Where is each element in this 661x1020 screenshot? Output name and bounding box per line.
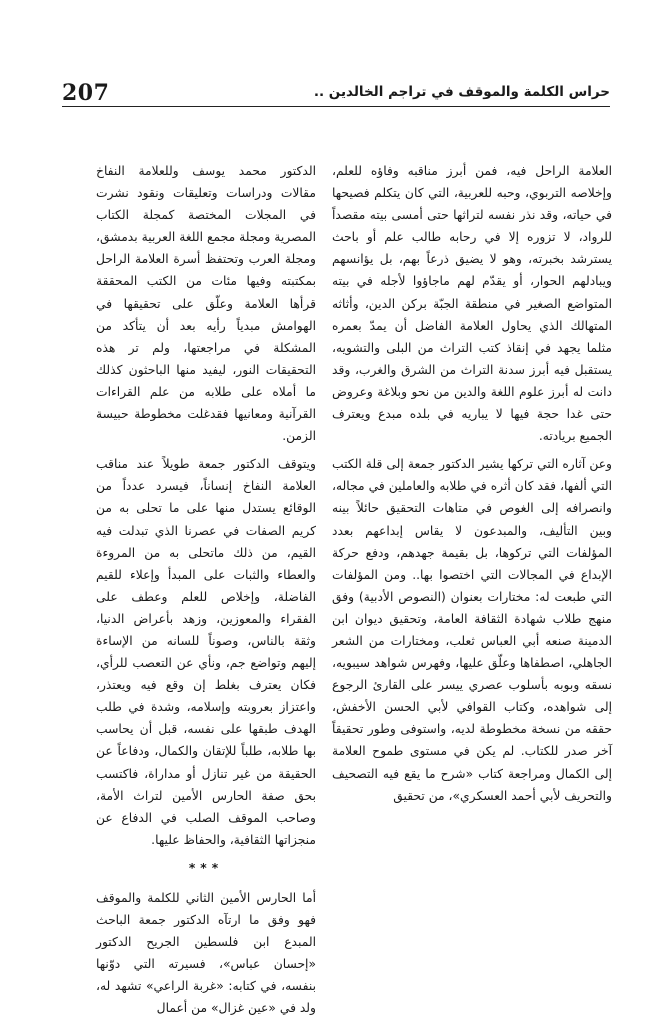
left-column	[96, 160, 316, 1020]
paragraph: العلامة الراحل فيه، فمن أبرز مناقبه وفاؤه للعلم، وإخلاصه التربوي، وحبه للعربية، التي كان يتكلم فصيحها في حياته، وقد نذر نفسه لتراثها حتى أمسى بيته مقصداً للرواد، لا تزوره إلا في رحابه طالب علم أو باحث يسترشد بخبرته، وهو لا يضيق ذرعاً بهم، بل يؤانسهم ويبادلهم الحوار، أو يقدّم لهم ماجاؤوا لأجله في بيته المتواضع الصغير في منطقة الجبّة بركن الدين، وأثاثه المتهالك الذي يحاول العلامة الفاضل أن يمدّ بعمره مثلما يجهد في إنقاذ كتب التراث من البلى والتشويه، يستقبل فيه أبرز سدنة التراث من الشرق والغرب، وقد دانت له أبرز علوم اللغة والدين من نحو وبلاغة وعروض حتى غدا حجة فيها لا يباريه في بلده مبدع ويعترف الجميع بريادته.	[332, 164, 612, 444]
paragraph: أما الحارس الأمين الثاني للكلمة والموقف فهو وفق ما ارتآه الدكتور جمعة الباحث المبدع ابن فلسطين الجريح الدكتور «إحسان عباس»، فسيرته التي دوّنها بنفسه، في كتابه: «غربة الراعي» تشهد له، ولد في «عين غزال» من أعمال	[96, 891, 316, 1016]
paragraph: الدكتور محمد يوسف وللعلامة النفاخ مقالات ودراسات وتعليقات ونقود نشرت في المجلات المختصة كمجلة الكتاب المصرية ومجلة مجمع اللغة العربية بدمشق، ومجلة العرب وتحتفظ أسرة العلامة الراحل بمكتبته وفيها مئات من الكتب المحققة قرأها العلامة وعلّق على تحقيقها في الهوامش مبدياً رأيه بعد أن يتأكد من المشكلة في مراجعتها، ولم تر هذه التحقيقات النور، ليفيد منها الباحثون كذلك ما أملاه على طلابه من علم القراءات القرآنية ومعانيها فقدغلت مخطوطة حبيسة الزمن.	[96, 164, 316, 444]
page-number: 207	[62, 80, 110, 106]
section-separator: ***	[188, 860, 224, 875]
header-rule	[62, 106, 610, 107]
paragraph: وعن آثاره التي تركها يشير الدكتور جمعة إلى قلة الكتب التي ألفها، فقد كان أثره في طلابه والعاملين في مجاله، وانصرافه إلى الغوص في متاهات التحقيق حائلاً بينه وبين التأليف، والمبدعون لا يقاس إبداعهم بعدد المؤلفات التي تركوها، بل بقيمة جهدهم، ودفع حركة الإبداع في المجالات التي اختصوا بها.. ومن المؤلفات التي طبعت له: مختارات بعنوان (النصوص الأدبية) وفق منهج طلاب شهادة الثقافة العامة، وتحقيق ديوان ابن الدمينة صنعه أبي العباس ثعلب، ومختارات من الشعر الجاهلي، اصطفاها وعلّق عليها، وفهرس شواهد سيبويه، نسقه وبوبه بأسلوب عصري ييسر على القارئ الرجوع إلى شواهده، وكتاب القوافي لأبي الحسن الأخفش، حققه من نسخة مخطوطة لديه، واستوفى وطور تحقيقاً آخر صدر للكتاب. لم يكن في مستوى طموح العلامة إلى الكمال ومراجعة كتاب «شرح ما يقع فيه التصحيف والتحريف لأبي أحمد العسكري»، من تحقيق	[332, 457, 612, 803]
page-header	[62, 78, 610, 108]
right-column	[332, 160, 612, 807]
running-title: حراس الكلمة والموقف في تراجم الخالدين ..	[313, 84, 610, 100]
paragraph: ويتوقف الدكتور جمعة طويلاً عند مناقب العلامة النفاخ إنساناً، فيسرد عدداً من الوقائع يستدل منها على ما تحلى به من كريم الصفات في عصرنا الذي تبدلت فيه القيم، من ذلك ماتحلى به من المروءة والعطاء والثبات على المبدأ وإعلاء للقيم الفاضلة، وإخلاص للعلم وعطف على الفقراء والمعوزين، وزهد بأعراض الدنيا، وثقة بالناس، وصوناً للسانه من الإساءة إليهم وتواضع جم، ونأي عن التعصب للرأي، فكان يعترف بغلط إن وقع فيه ويعتذر، واعتزاز بعروبته وإسلامه، وشدة في طلب الهدف طبقها على نفسه، قبل أن يحاسب بها طلابه، طلباً للإتقان والكمال، ودفاعاً عن الحقيقة من غير تنازل أو مداراة، فاكتسب بحق صفة الحارس الأمين لتراث الأمة، وصاحب الموقف الصلب في الدفاع عن منجزاتها الثقافية، والحفاظ عليها.	[96, 457, 316, 847]
